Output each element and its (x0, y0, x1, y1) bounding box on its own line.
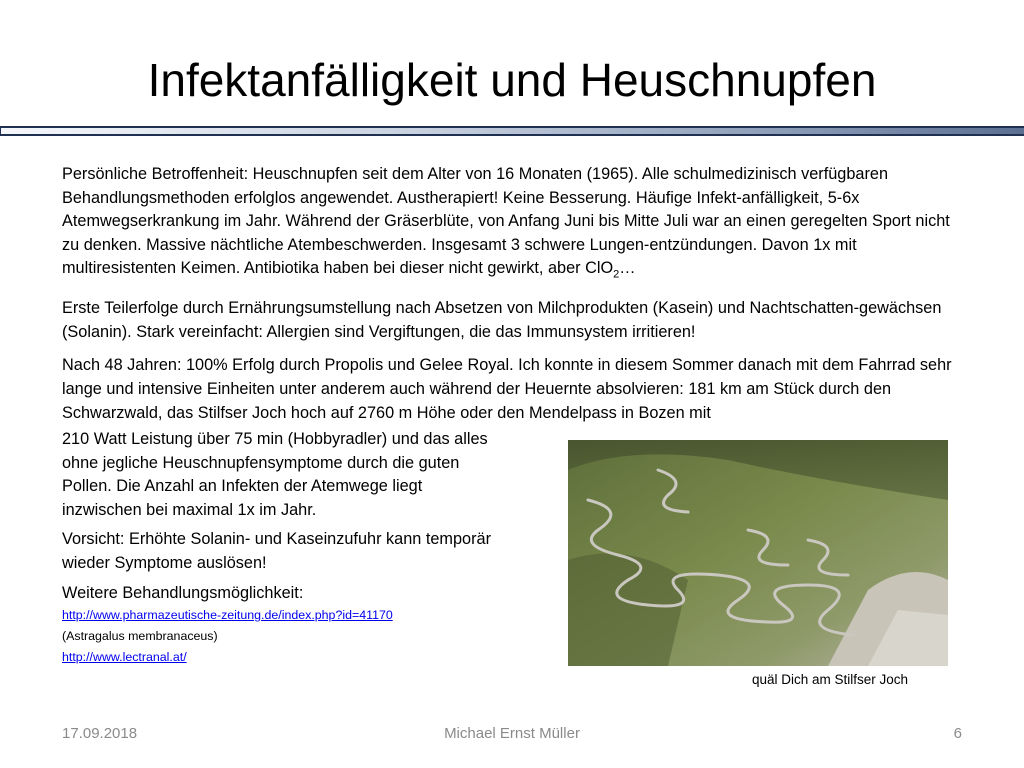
link-note: (Astragalus membranaceus) (62, 629, 218, 644)
slide-body (62, 163, 962, 425)
title-divider (0, 126, 1024, 136)
footer-page-number: 6 (953, 725, 962, 742)
photo-caption: quäl Dich am Stilfser Joch (751, 672, 908, 687)
link-pharmazeutische-zeitung[interactable]: http://www.pharmazeutische-zeitung.de/index.php?id=41170 (62, 608, 393, 623)
slide-title: Infektanfälligkeit und Heuschnupfen (147, 54, 877, 106)
paragraph-further-treatment: Weitere Behandlungsmöglichkeit: (62, 583, 304, 602)
paragraph-result-narrow: 210 Watt Leistung über 75 min (Hobbyradler) und das alles ohne jegliche Heuschnupfensymptome durch die guten Pollen. Die Anzahl an Infekten der Atemwege liegt inzwischen bei maximal 1x im Jahr. (62, 430, 488, 519)
slide-body-narrow (62, 428, 502, 668)
paragraph-warning: Vorsicht: Erhöhte Solanin- und Kaseinzufuhr kann temporär wieder Symptome auslösen! (62, 530, 491, 572)
paragraph-first-success: Erste Teilerfolge durch Ernährungsumstellung nach Absetzen von Milchprodukten (Kasein) und Nachtschatten-gewächsen (Solanin). Stark vereinfacht: Allergien sind Vergiftungen, die das Immunsystem irritieren! (62, 299, 942, 341)
footer-author: Michael Ernst Müller (444, 725, 580, 742)
stilfser-joch-photo (568, 440, 948, 666)
paragraph-result-wide: Nach 48 Jahren: 100% Erfolg durch Propolis und Gelee Royal. Ich konnte in diesem Sommer danach mit dem Fahrrad sehr lange und intensive Einheiten unter anderem auch während der Heuernte absolvieren: 181 km am Stück durch den Schwarzwald, das Stilfser Joch hoch auf 2760 m Höhe oder den Mendelpass in Bozen mit (62, 356, 952, 422)
paragraph-background: Persönliche Betroffenheit: Heuschnupfen seit dem Alter von 16 Monaten (1965). Alle schulmedizinisch verfügbaren Behandlungsmethoden erfolglos angewendet. Austherapiert! Keine Besserung. Häufige Infekt-anfälligkeit, 5-6x Atemwegserkrankung im Jahr. Während der Gräserblüte, von Anfang Juni bis Mitte Juli war an einen geregelten Sport nicht zu denken. Massive nächtliche Atembeschwerden. Insgesamt 3 schwere Lungen-entzündungen. Davon 1x mit multiresistenten Keimen. Antibiotika haben bei dieser nicht gewirkt, aber ClO$_2$… (62, 165, 950, 281)
footer-date: 17.09.2018 (62, 725, 138, 742)
link-lectranal[interactable]: http://www.lectranal.at/ (62, 650, 187, 665)
